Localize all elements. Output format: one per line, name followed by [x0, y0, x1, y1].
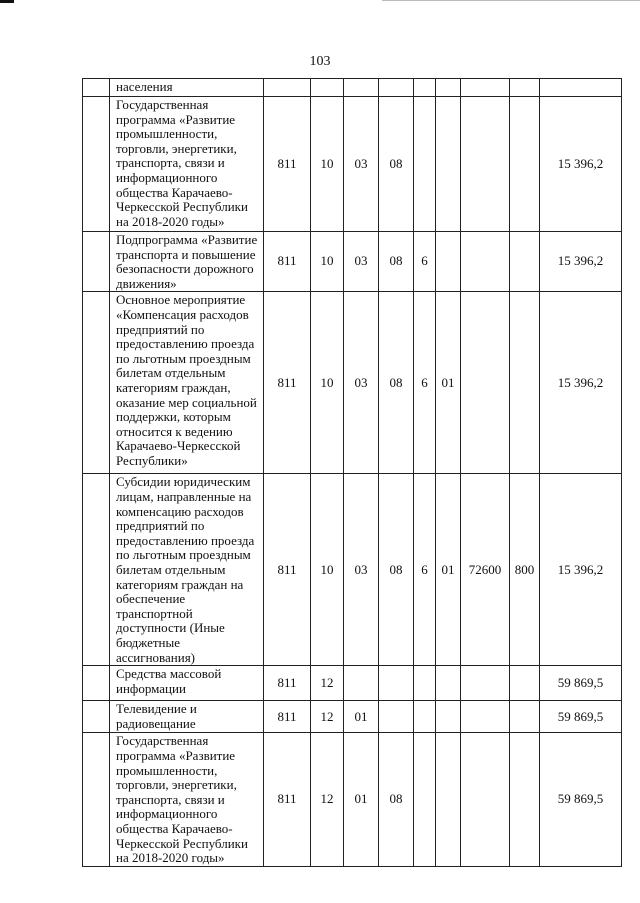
code-cell: 10	[311, 474, 344, 666]
code-cell: 03	[344, 292, 379, 474]
code-cell: 03	[344, 474, 379, 666]
top-rule-left	[0, 0, 14, 3]
code-cell: 811	[264, 733, 311, 866]
code-cell: 01	[344, 733, 379, 866]
code-cell	[414, 701, 436, 733]
table-row	[83, 97, 622, 232]
table-row	[83, 474, 622, 666]
code-cell	[379, 79, 414, 97]
code-cell	[461, 666, 510, 701]
amount-cell: 15 396,2	[540, 232, 622, 292]
code-cell: 08	[379, 733, 414, 866]
amount-cell: 15 396,2	[540, 97, 622, 232]
code-cell: 6	[414, 292, 436, 474]
code-cell: 01	[436, 474, 461, 666]
code-cell	[414, 666, 436, 701]
amount-cell: 59 869,5	[540, 666, 622, 701]
code-cell: 01	[436, 292, 461, 474]
table-row	[83, 733, 622, 866]
code-cell	[461, 701, 510, 733]
amount-cell	[540, 79, 622, 97]
code-cell: 6	[414, 474, 436, 666]
code-cell: 10	[311, 232, 344, 292]
code-cell: 800	[510, 474, 540, 666]
row-index-cell	[83, 666, 110, 701]
row-index-cell	[83, 292, 110, 474]
code-cell: 12	[311, 733, 344, 866]
code-cell	[436, 97, 461, 232]
code-cell	[461, 97, 510, 232]
code-cell: 08	[379, 474, 414, 666]
code-cell	[510, 79, 540, 97]
code-cell	[436, 733, 461, 866]
code-cell	[311, 79, 344, 97]
code-cell: 811	[264, 97, 311, 232]
code-cell	[436, 79, 461, 97]
code-cell	[414, 733, 436, 866]
table-row	[83, 292, 622, 474]
row-index-cell	[83, 701, 110, 733]
code-cell: 03	[344, 97, 379, 232]
amount-cell: 15 396,2	[540, 292, 622, 474]
code-cell	[344, 666, 379, 701]
row-name: населения	[110, 79, 264, 97]
row-index-cell	[83, 733, 110, 866]
row-name: Подпрограмма «Развитие транспорта и повышение безопасности дорожного движения»	[110, 232, 264, 292]
table-row	[83, 666, 622, 701]
code-cell	[510, 97, 540, 232]
row-index-cell	[83, 79, 110, 97]
code-cell	[436, 232, 461, 292]
code-cell: 811	[264, 701, 311, 733]
code-cell: 10	[311, 97, 344, 232]
code-cell	[436, 666, 461, 701]
table-row	[83, 701, 622, 733]
code-cell: 12	[311, 701, 344, 733]
code-cell	[510, 232, 540, 292]
code-cell	[379, 701, 414, 733]
code-cell	[461, 79, 510, 97]
code-cell	[461, 292, 510, 474]
code-cell: 08	[379, 97, 414, 232]
code-cell: 01	[344, 701, 379, 733]
row-name: Средства массовой информации	[110, 666, 264, 701]
amount-cell: 15 396,2	[540, 474, 622, 666]
amount-cell: 59 869,5	[540, 701, 622, 733]
code-cell	[510, 701, 540, 733]
table-row	[83, 79, 622, 97]
code-cell	[414, 97, 436, 232]
code-cell: 08	[379, 292, 414, 474]
code-cell	[414, 79, 436, 97]
row-name: Телевидение и радиовещание	[110, 701, 264, 733]
code-cell	[379, 666, 414, 701]
row-index-cell	[83, 474, 110, 666]
code-cell	[264, 79, 311, 97]
code-cell	[510, 292, 540, 474]
code-cell: 72600	[461, 474, 510, 666]
code-cell	[461, 232, 510, 292]
code-cell: 811	[264, 232, 311, 292]
top-rule	[382, 0, 640, 1]
page-number: 103	[309, 54, 331, 69]
code-cell: 6	[414, 232, 436, 292]
code-cell	[436, 701, 461, 733]
code-cell	[461, 733, 510, 866]
row-name: Субсидии юридическим лицам, направленные на компенсацию расходов предприятий по предоставлению проезда по льготным проездным билетам отдельным категориям граждан на обеспечение транспортной доступности (Иные бюджетные ассигнования)	[110, 474, 264, 666]
code-cell	[344, 79, 379, 97]
budget-table	[82, 78, 622, 867]
code-cell: 811	[264, 292, 311, 474]
code-cell: 811	[264, 474, 311, 666]
code-cell: 10	[311, 292, 344, 474]
row-name: Государственная программа «Развитие промышленности, торговли, энергетики, транспорта, связи и информационного общества Карачаево-Черкесской Республики на 2018-2020 годы»	[110, 733, 264, 866]
code-cell: 03	[344, 232, 379, 292]
code-cell: 811	[264, 666, 311, 701]
row-name: Государственная программа «Развитие промышленности, торговли, энергетики, транспорта, связи и информационного общества Карачаево-Черкесской Республики на 2018-2020 годы»	[110, 97, 264, 232]
code-cell: 12	[311, 666, 344, 701]
code-cell	[510, 666, 540, 701]
table-row	[83, 232, 622, 292]
code-cell	[510, 733, 540, 866]
row-index-cell	[83, 97, 110, 232]
amount-cell: 59 869,5	[540, 733, 622, 866]
code-cell: 08	[379, 232, 414, 292]
row-name: Основное мероприятие «Компенсация расходов предприятий по предоставлению проезда по льготным проездным билетам отдельным категориям граждан, оказание мер социальной поддержки, которым относится к ведению Карачаево-Черкесской Республики»	[110, 292, 264, 474]
row-index-cell	[83, 232, 110, 292]
